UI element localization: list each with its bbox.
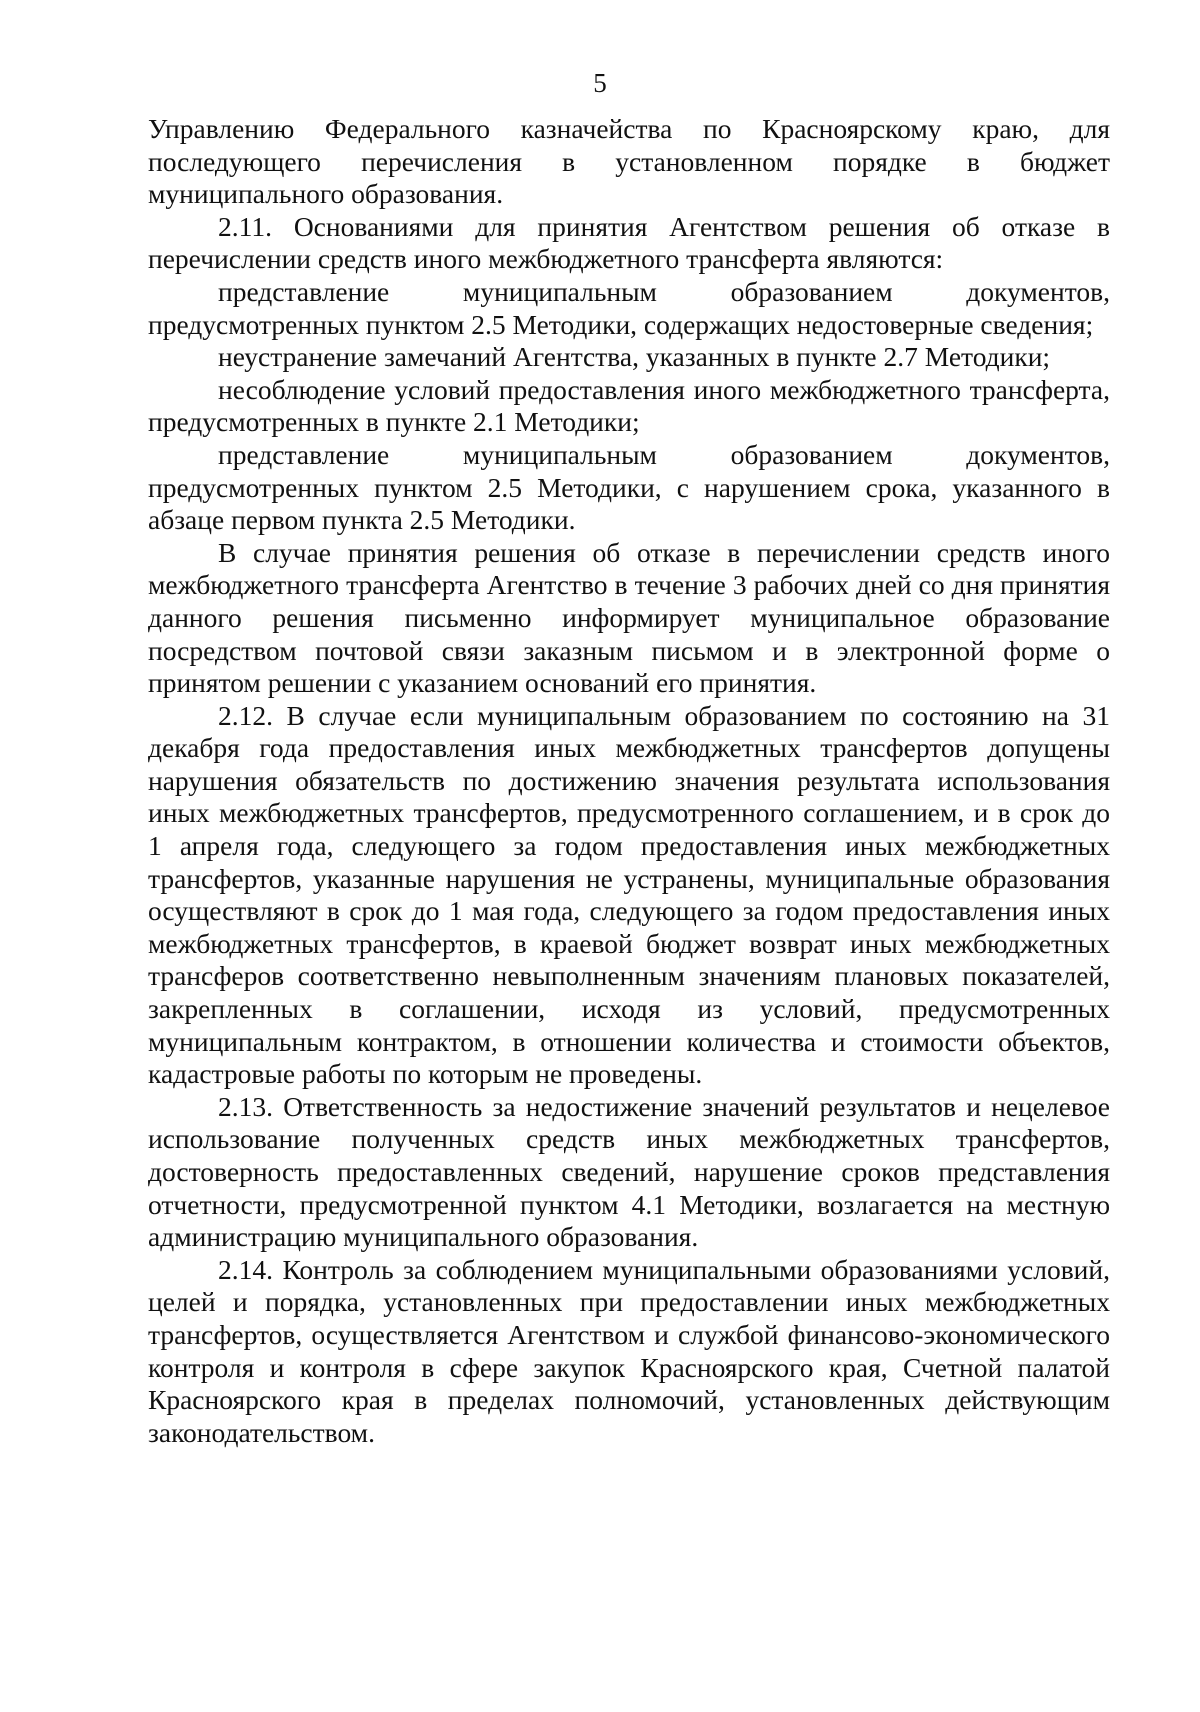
paragraph-2-14: 2.14. Контроль за соблюдением муниципальными образованиями условий, целей и порядка, установленных при предоставлении иных межбюджетных трансфертов, осуществляется Агентством и службой финансово-экономического контроля и контроля в сфере закупок Красноярского края, Счетной палатой Красноярского края в пределах полномочий, установленных действующим законодательством.: [148, 1253, 1110, 1448]
paragraph-2-13: 2.13. Ответственность за недостижение значений результатов и нецелевое использование полученных средств иных межбюджетных трансфертов, достоверность предоставленных сведений, нарушение сроков представления отчетности, предусмотренной пунктом 4.1 Методики, возлагается на местную администрацию муниципального образования.: [148, 1090, 1110, 1253]
paragraph-ground-1: представление муниципальным образованием документов, предусмотренных пунктом 2.5 Методики, содержащих недостоверные сведения;: [148, 275, 1110, 340]
paragraph-refusal-notice: В случае принятия решения об отказе в перечислении средств иного межбюджетного трансферта Агентство в течение 3 рабочих дней со дня принятия данного решения письменно информирует муниципальное образование посредством почтовой связи заказным письмом и в электронной форме о принятом решении с указанием оснований его принятия.: [148, 536, 1110, 699]
page-number: 5: [593, 68, 607, 98]
document-body: [148, 113, 1110, 1449]
paragraph-ground-2: неустранение замечаний Агентства, указанных в пункте 2.7 Методики;: [218, 341, 1051, 373]
paragraph-ground-4: представление муниципальным образованием документов, предусмотренных пунктом 2.5 Методики, с нарушением срока, указанного в абзаце первом пункта 2.5 Методики.: [148, 438, 1110, 536]
paragraph-2-11: 2.11. Основаниями для принятия Агентством решения об отказе в перечислении средств иного межбюджетного трансферта являются:: [148, 210, 1110, 275]
paragraph-2-12: 2.12. В случае если муниципальным образованием по состоянию на 31 декабря года предоставления иных межбюджетных трансфертов допущены нарушения обязательств по достижению значения результата использования иных межбюджетных трансфертов, предусмотренного соглашением, и в срок до 1 апреля года, следующего за годом предоставления иных межбюджетных трансфертов, указанные нарушения не устранены, муниципальные образования осуществляют в срок до 1 мая года, следующего за годом предоставления иных межбюджетных трансфертов, в краевой бюджет возврат иных межбюджетных трансферов соответственно невыполненным значениям плановых показателей, закрепленных в соглашении, исходя из условий, предусмотренных муниципальным контрактом, в отношении количества и стоимости объектов, кадастровые работы по которым не проведены.: [148, 699, 1110, 1090]
paragraph-continuation: Управлению Федерального казначейства по Красноярскому краю, для последующего перечисления в установленном порядке в бюджет муниципального образования.: [148, 113, 1110, 210]
paragraph-ground-3: несоблюдение условий предоставления иного межбюджетного трансферта, предусмотренных в пункте 2.1 Методики;: [148, 373, 1110, 438]
